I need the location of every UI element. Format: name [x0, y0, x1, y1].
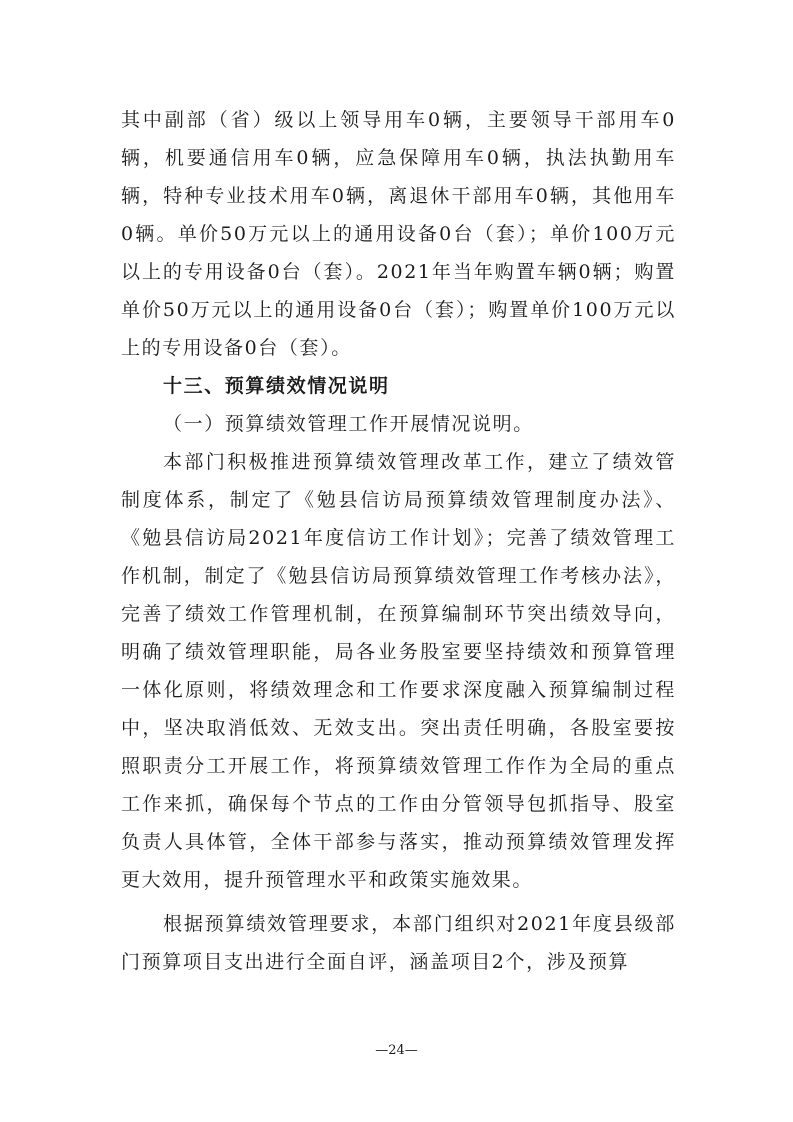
self-evaluation-paragraph: 根据预算绩效管理要求，本部门组织对2021年度县级部门预算项目支出进行全面自评，涵盖项目2个，涉及预算 [121, 913, 676, 973]
document-body [121, 101, 676, 981]
vehicle-equipment-paragraph: 其中副部（省）级以上领导用车0辆，主要领导干部用车0辆，机要通信用车0辆，应急保障用车0辆，执法执勤用车辆，特种专业技术用车0辆，离退休干部用车0辆，其他用车0辆。单价50万元以上的通用设备0台（套）；单价100万元以上的专用设备0台（套）。2021年当年购置车辆0辆；购置单价50万元以上的通用设备0台（套）；购置单价100万元以上的专用设备0台（套）。 [121, 109, 676, 359]
performance-management-paragraph: 本部门积极推进预算绩效管理改革工作，建立了绩效管制度体系，制定了《勉县信访局预算绩效管理制度办法》、《勉县信访局2021年度信访工作计划》；完善了绩效管理工作机制，制定了《勉县信访局预算绩效管理工作考核办法》，完善了绩效工作管理机制，在预算编制环节突出绩效导向，明确了绩效管理职能，局各业务股室要坚持绩效和预算管理一体化原则，将绩效理念和工作要求深度融入预算编制过程中，坚决取消低效、无效支出。突出责任明确，各股室要按照职责分工开展工作，将预算绩效管理工作作为全局的重点工作来抓，确保每个节点的工作由分管领导包抓指导、股室负责人具体管，全体干部参与落实，推动预算绩效管理发挥更大效用，提升预管理水平和政策实施效果。 [121, 451, 676, 891]
page-number: —24— [375, 1043, 418, 1058]
subsection-heading: （一）预算绩效管理工作开展情况说明。 [163, 413, 534, 435]
section-heading: 十三、预算绩效情况说明 [163, 375, 390, 397]
